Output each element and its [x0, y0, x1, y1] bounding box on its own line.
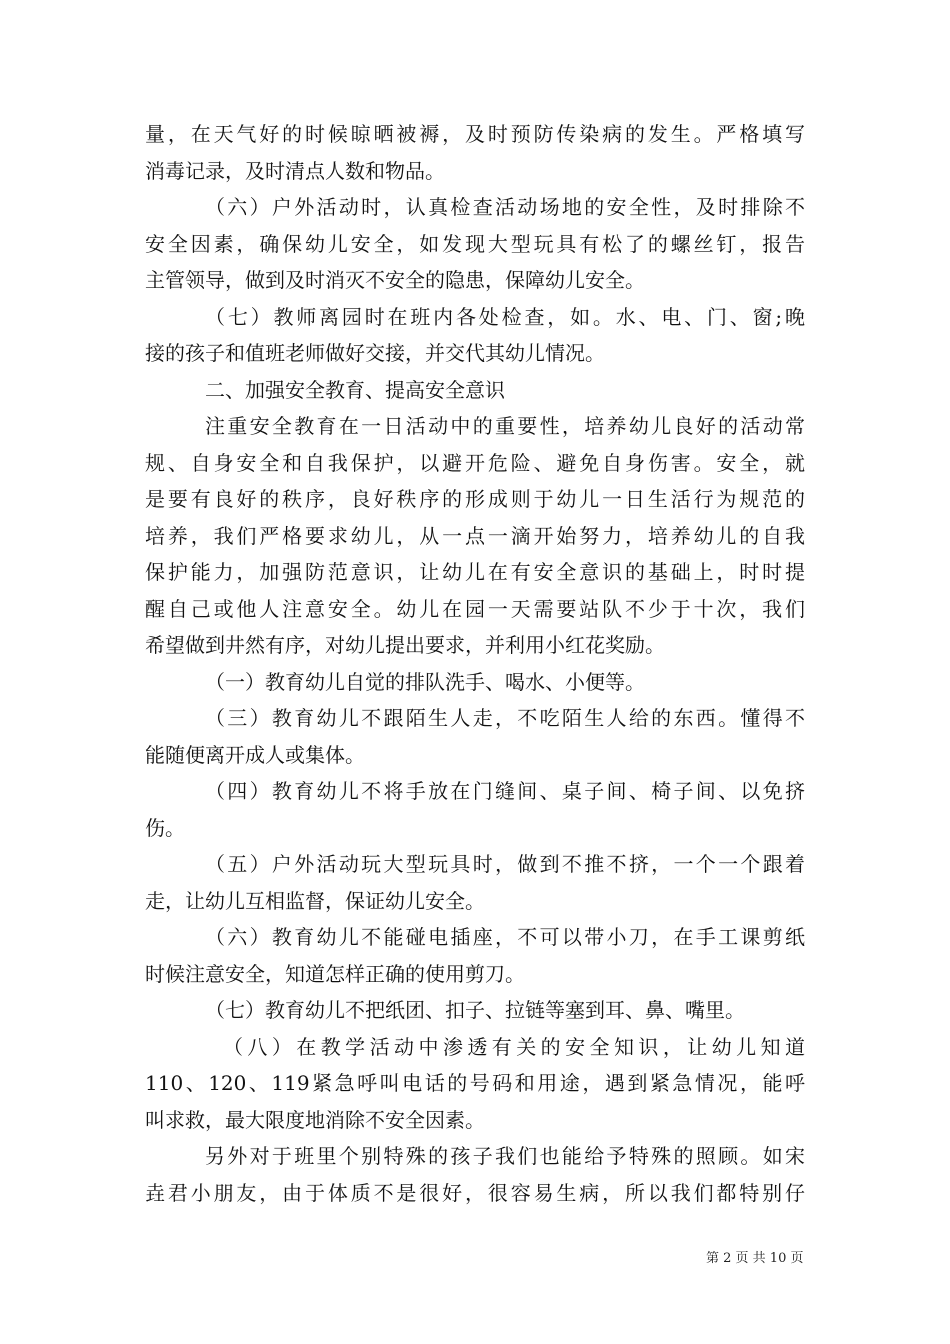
text-line: 注重安全教育在一日活动中的重要性，培养幼儿良好的活动常: [205, 414, 805, 438]
text-line: 醒自己或他人注意安全。幼儿在园一天需要站队不少于十次，我们: [145, 596, 805, 621]
text-line: 培养，我们严格要求幼儿，从一点一滴开始努力，培养幼儿的自我: [145, 523, 805, 548]
section-heading: 二、加强安全教育、提高安全意识: [205, 377, 505, 402]
text-line: （五）户外活动玩大型玩具时，做到不推不挤，一个一个跟着: [205, 852, 805, 876]
text-line: （三）教育幼儿不跟陌生人走，不吃陌生人给的东西。懂得不: [205, 706, 805, 730]
text-line: 希望做到井然有序，对幼儿提出要求，并利用小红花奖励。: [145, 633, 665, 657]
page-number: 第 2 页 共 10 页: [706, 1251, 804, 1266]
text-line: 主管领导，做到及时消灭不安全的隐患，保障幼儿安全。: [145, 268, 645, 292]
text-line: 时候注意安全，知道怎样正确的使用剪刀。: [145, 961, 525, 986]
text-line: 量，在天气好的时候晾晒被褥，及时预防传染病的发生。严格填写: [145, 122, 805, 146]
text-line: （四）教育幼儿不将手放在门缝间、桌子间、椅子间、以免挤: [205, 779, 805, 803]
text-line: 垚君小朋友，由于体质不是很好，很容易生病，所以我们都特别仔: [145, 1180, 805, 1205]
text-line: 能随便离开成人或集体。: [145, 742, 365, 767]
text-line: （六）户外活动时，认真检查活动场地的安全性，及时排除不: [205, 195, 805, 219]
text-line: 接的孩子和值班老师做好交接，并交代其幼儿情况。: [145, 341, 605, 365]
text-line: 叫求救，最大限度地消除不安全因素。: [145, 1107, 485, 1132]
text-line: （一）教育幼儿自觉的排队洗手、喝水、小便等。: [205, 669, 645, 694]
text-line: （六）教育幼儿不能碰电插座，不可以带小刀，在手工课剪纸: [205, 925, 805, 949]
text-line: 伤。: [145, 815, 185, 840]
text-line: （七）教师离园时在班内各处检查，如。水、电、门、窗;晚: [205, 304, 805, 329]
text-line: 安全因素，确保幼儿安全，如发现大型玩具有松了的螺丝钉，报告: [145, 231, 805, 256]
text-line: （七）教育幼儿不把纸团、扣子、拉链等塞到耳、鼻、嘴里。: [205, 998, 745, 1022]
text-line: 110、120、119紧急呼叫电话的号码和用途，遇到紧急情况，能呼: [145, 1071, 805, 1095]
text-line: 规、自身安全和自我保护，以避开危险、避免自身伤害。安全，就: [145, 450, 805, 475]
body-text: [145, 116, 805, 1211]
text-line: 消毒记录，及时清点人数和物品。: [145, 158, 445, 183]
text-line: 保护能力，加强防范意识，让幼儿在有安全意识的基础上，时时提: [145, 560, 805, 584]
text-line: 另外对于班里个别特殊的孩子我们也能给予特殊的照顾。如宋: [205, 1144, 805, 1168]
text-line: （八）在教学活动中渗透有关的安全知识，让幼儿知道: [223, 1034, 805, 1059]
text-line: 走，让幼儿互相监督，保证幼儿安全。: [145, 888, 485, 913]
text-line: 是要有良好的秩序，良好秩序的形成则于幼儿一日生活行为规范的: [145, 487, 805, 511]
